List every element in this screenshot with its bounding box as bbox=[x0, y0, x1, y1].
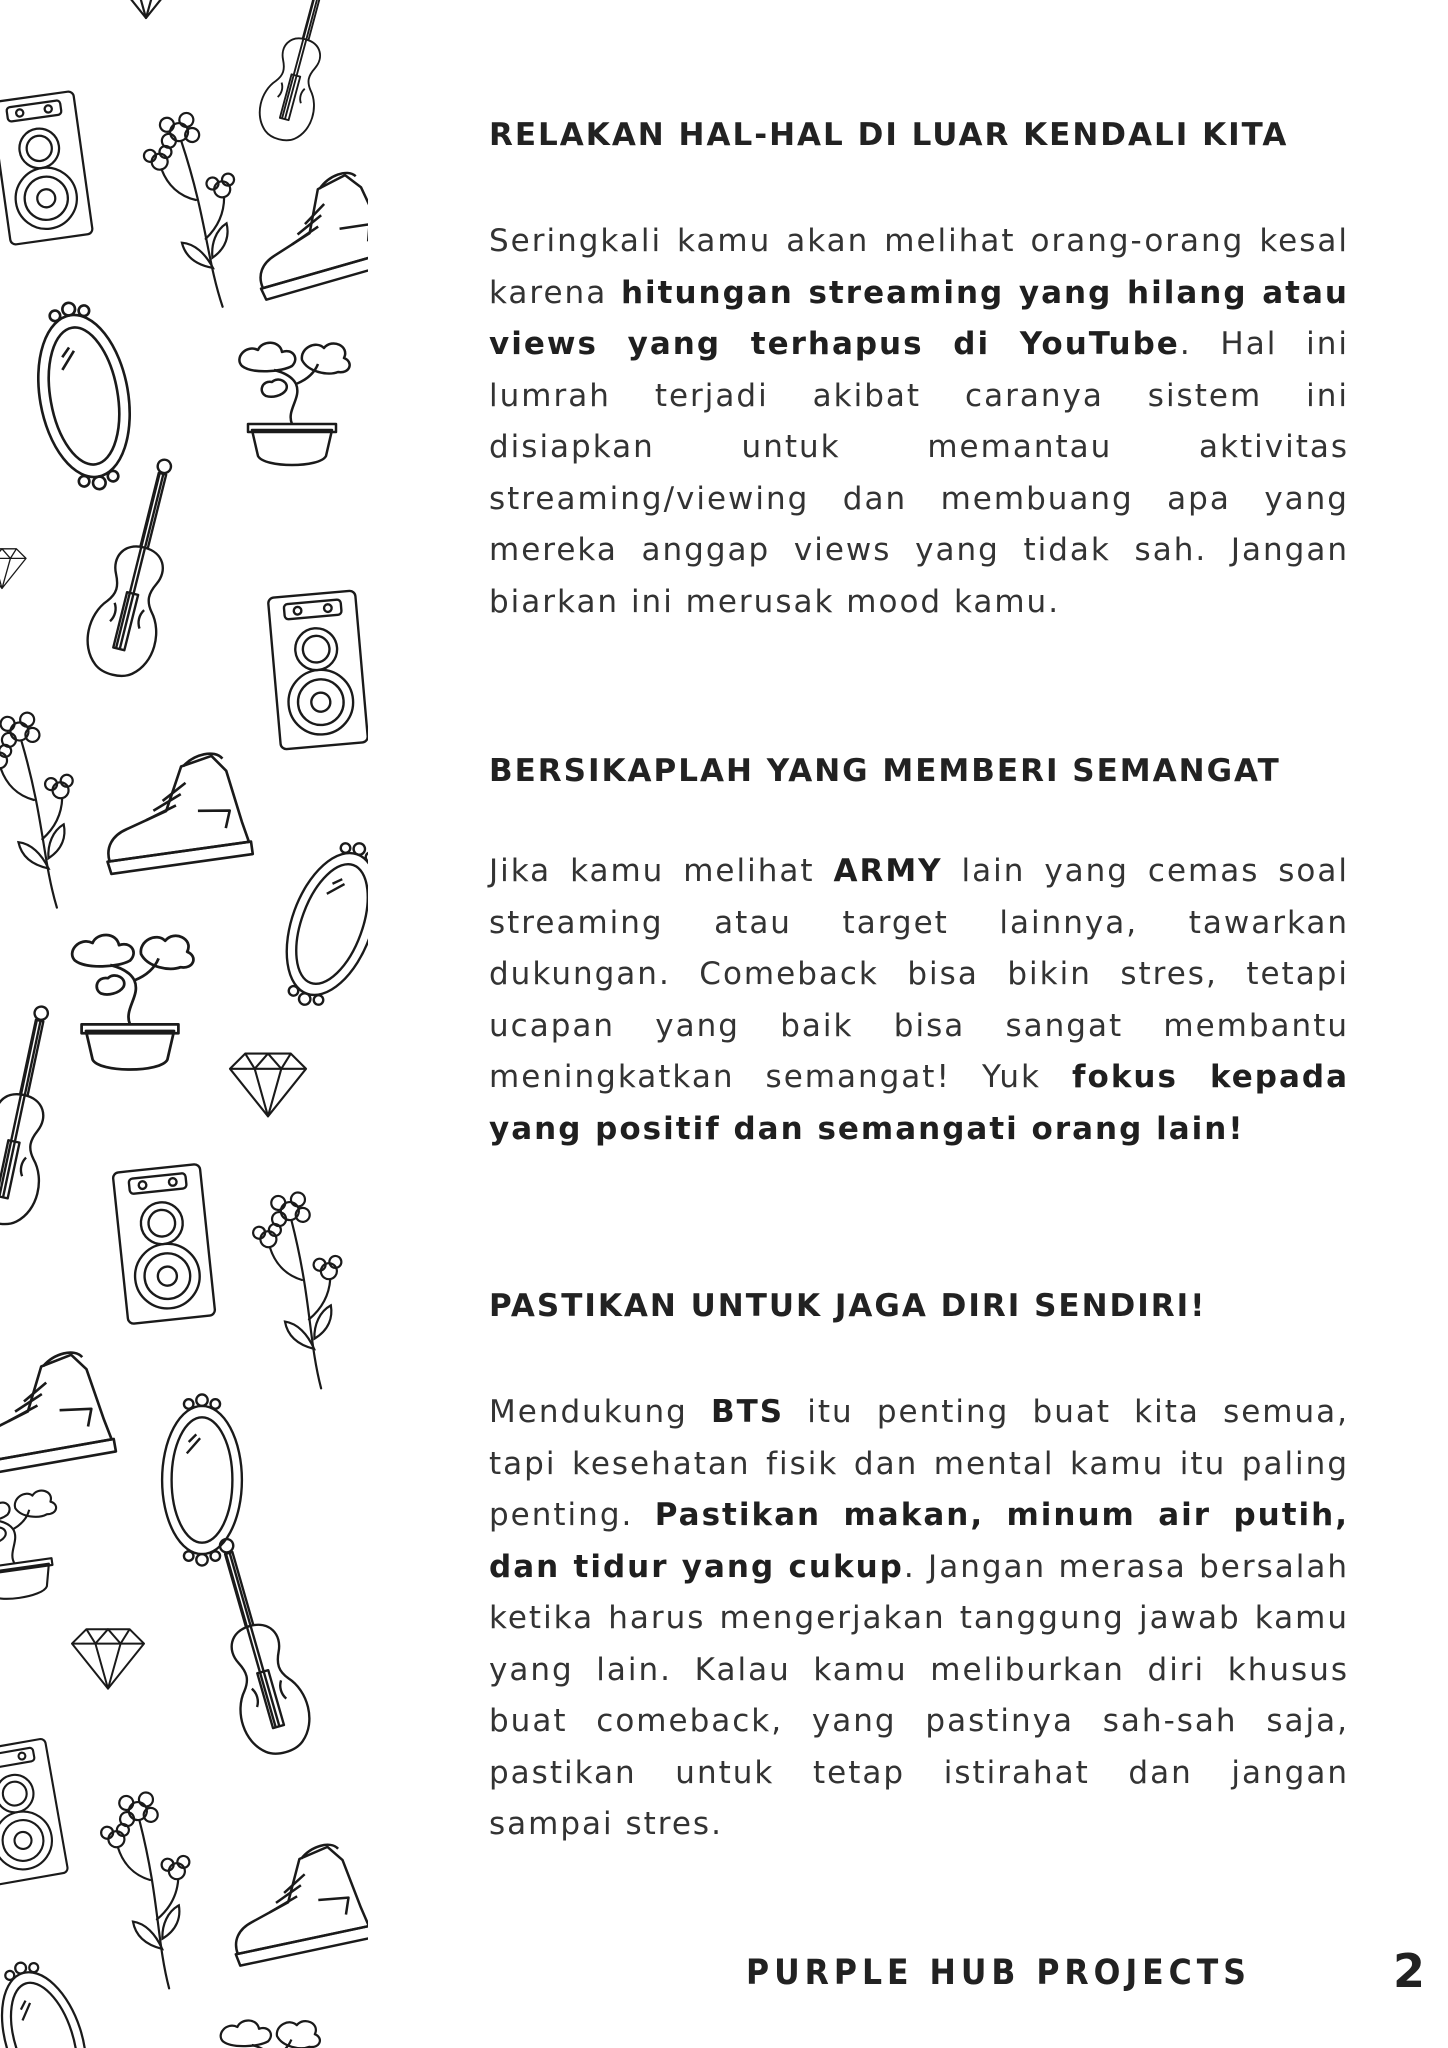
text-run: Mendukung bbox=[489, 1394, 711, 1430]
flower-icon bbox=[248, 1187, 363, 1395]
sneaker-icon bbox=[237, 166, 368, 301]
speaker-icon bbox=[268, 590, 368, 749]
sneaker-icon bbox=[217, 1839, 368, 1966]
flower-icon bbox=[0, 706, 98, 916]
bonsai-icon bbox=[72, 935, 193, 1069]
section-let-go bbox=[489, 110, 1349, 628]
diamond-icon bbox=[230, 1054, 306, 1117]
speaker-icon bbox=[0, 1738, 68, 1886]
violin-icon bbox=[253, 0, 350, 146]
section-body bbox=[489, 846, 1349, 1155]
sneaker-icon bbox=[0, 1347, 116, 1476]
bold-text-run: Pastikan makan, minum air putih, dan tidur yang cukup bbox=[489, 1497, 1349, 1585]
bold-text-run: BTS bbox=[710, 1394, 785, 1430]
mirror-icon bbox=[0, 1951, 105, 2048]
bold-text-run: ARMY bbox=[833, 853, 943, 889]
diamond-icon bbox=[106, 0, 186, 18]
sneaker-icon bbox=[95, 749, 253, 874]
mirror-icon bbox=[24, 295, 144, 496]
text-run: Jika kamu melihat bbox=[489, 853, 834, 889]
mirror-icon bbox=[265, 830, 368, 1018]
diamond-icon bbox=[0, 549, 26, 589]
text-run: . Jangan merasa bersalah ketika harus mengerjakan tanggung jawab kamu yang lain. Kalau kamu meliburkan diri khusus buat comeback, yang pastinya sah-sah saja, pastikan untuk tetap istirahat dan jangan sampai stres. bbox=[489, 1548, 1349, 1842]
speaker-icon bbox=[113, 1164, 216, 1324]
main-content bbox=[489, 110, 1349, 1851]
flower-icon bbox=[136, 105, 263, 316]
section-be-encouraging bbox=[489, 746, 1349, 1155]
text-run: itu penting buat kita semua, tapi kesehatan fisik dan mental kamu itu paling penting. bbox=[489, 1394, 1349, 1533]
bonsai-icon bbox=[221, 2020, 320, 2048]
section-title: PASTIKAN UNTUK JAGA DIRI SENDIRI! bbox=[489, 1288, 1207, 1324]
section-body bbox=[489, 1387, 1349, 1851]
bold-text-run: hitungan streaming yang hilang atau views yang terhapus di YouTube bbox=[489, 274, 1349, 362]
bonsai-icon bbox=[0, 1488, 68, 1604]
violin-icon bbox=[192, 1530, 318, 1761]
text-run: lain yang cemas soal streaming atau target lainnya, tawarkan dukungan. Comeback bisa bikin stres, tetapi ucapan yang baik bisa sangat membantu meningkatkan semangat! Yuk bbox=[489, 853, 1349, 1095]
diamond-icon bbox=[72, 1629, 144, 1688]
text-run: . Hal ini lumrah terjadi akibat caranya sistem ini disiapkan untuk memantau aktivitas streaming/viewing dan membuang apa yang mereka anggap views yang tidak sah. Jangan biarkan ini merusak mood kamu. bbox=[489, 326, 1349, 620]
section-self-care bbox=[489, 1281, 1349, 1851]
section-title: BERSIKAPLAH YANG MEMBERI SEMANGAT bbox=[489, 753, 1281, 789]
bonsai-icon bbox=[239, 343, 349, 465]
footer-brand: PURPLE HUB PROJECTS bbox=[746, 1953, 1251, 1993]
doodle-pattern-strip bbox=[0, 0, 368, 2048]
bold-text-run: fokus kepada yang positif dan semangati orang lain! bbox=[489, 1059, 1350, 1147]
section-body bbox=[489, 216, 1349, 628]
violin-icon bbox=[0, 1000, 76, 1231]
flower-icon bbox=[96, 1787, 211, 1995]
section-title: RELAKAN HAL-HAL DI LUAR KENDALI KITA bbox=[489, 117, 1289, 153]
page-number: 2 bbox=[1393, 1944, 1426, 1998]
violin-icon bbox=[80, 452, 199, 683]
text-run: Seringkali kamu akan melihat orang-orang kesal karena bbox=[489, 223, 1349, 311]
speaker-icon bbox=[0, 91, 93, 245]
